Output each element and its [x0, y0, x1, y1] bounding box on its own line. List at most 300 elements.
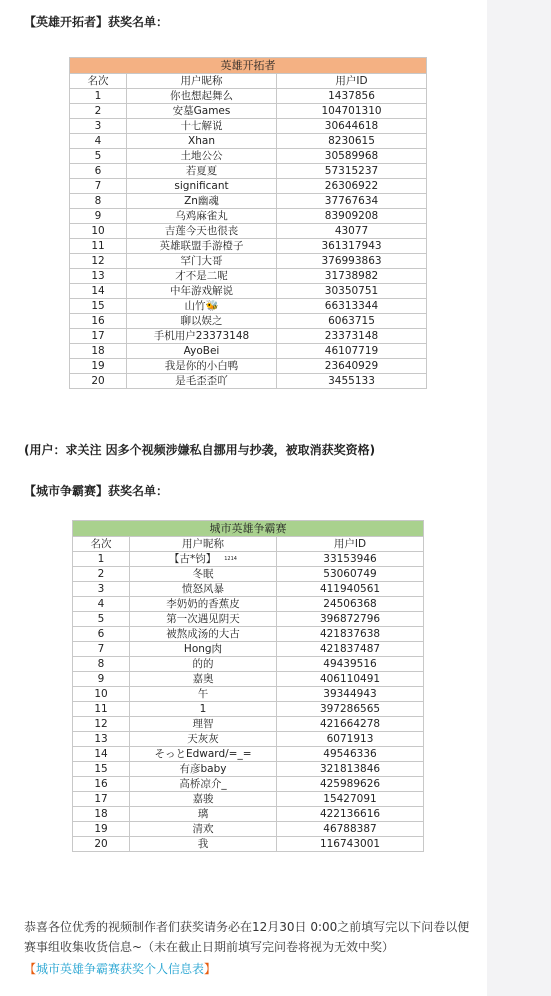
nickname-cell	[130, 762, 277, 777]
nickname-cell	[130, 582, 277, 597]
rank-cell	[70, 134, 127, 149]
user-id-cell	[277, 822, 424, 837]
column-header: 用户昵称	[127, 74, 277, 89]
user-id-cell-text: 116743001	[319, 838, 381, 850]
user-id-cell-text: 422136616	[319, 808, 381, 820]
user-id-cell-text: 83909208	[324, 210, 379, 222]
rank-cell	[70, 359, 127, 374]
rank-cell	[70, 209, 127, 224]
table-row	[73, 627, 424, 642]
nickname-cell	[127, 254, 277, 269]
nickname-cell	[127, 299, 277, 314]
nickname-cell	[127, 164, 277, 179]
user-id-cell	[277, 657, 424, 672]
nickname-cell-text: Xhan	[188, 135, 215, 147]
user-id-cell	[277, 837, 424, 852]
nickname-cell-text: 你也想起舞么	[170, 90, 233, 102]
nickname-cell-text: 是毛歪歪吖	[175, 375, 228, 387]
rank-cell	[70, 224, 127, 239]
user-id-cell	[277, 672, 424, 687]
rank-cell	[70, 164, 127, 179]
user-id-cell-text: 1437856	[328, 90, 375, 102]
pioneer-title-row	[70, 58, 427, 74]
table-row	[73, 612, 424, 627]
nickname-cell-text: 冬眠	[192, 568, 214, 580]
column-header: 用户ID	[277, 74, 427, 89]
nickname-cell-text: 十七解说	[180, 120, 223, 132]
nickname-cell	[130, 687, 277, 702]
table-row	[70, 194, 427, 209]
user-id-cell	[277, 792, 424, 807]
user-id-cell-text: 23373148	[324, 330, 379, 342]
rank-cell-text: 3	[94, 120, 102, 132]
user-id-cell	[277, 164, 427, 179]
rank-cell-text: 5	[94, 150, 102, 162]
rank-cell-text: 9	[94, 210, 102, 222]
user-id-cell	[277, 747, 424, 762]
table-row	[70, 329, 427, 344]
nickname-cell	[127, 359, 277, 374]
user-id-cell	[277, 807, 424, 822]
table-row	[73, 672, 424, 687]
nickname-cell-text: 高桥凉介_	[179, 778, 227, 790]
rank-cell	[70, 104, 127, 119]
rank-cell-text: 7	[97, 643, 105, 655]
table-row	[70, 164, 427, 179]
nickname-cell-text: 午	[197, 688, 209, 700]
table-row	[70, 254, 427, 269]
user-id-cell-text: 421837638	[319, 628, 381, 640]
user-id-cell-text: 53060749	[323, 568, 377, 580]
rank-cell	[73, 567, 130, 582]
user-id-cell	[277, 359, 427, 374]
nickname-cell-text: 被熬成汤的大古	[166, 628, 240, 640]
user-id-cell-text: 33153946	[323, 553, 377, 565]
user-id-cell	[277, 209, 427, 224]
nickname-cell	[127, 239, 277, 254]
rank-cell-text: 16	[91, 315, 105, 327]
rank-cell	[73, 642, 130, 657]
nickname-cell-text: AyoBei	[183, 345, 220, 357]
user-id-cell-text: 66313344	[324, 300, 379, 312]
user-id-cell	[277, 597, 424, 612]
rank-cell-text: 18	[94, 808, 108, 820]
user-id-cell	[277, 552, 424, 567]
user-id-cell-text: 361317943	[321, 240, 382, 252]
rank-cell-text: 14	[94, 748, 108, 760]
table-row	[70, 299, 427, 314]
rank-cell-text: 1	[97, 553, 105, 565]
column-header: 用户昵称	[130, 537, 277, 552]
rank-cell-text: 12	[94, 718, 108, 730]
user-id-cell-text: 15427091	[323, 793, 377, 805]
rank-cell-text: 20	[91, 375, 105, 387]
nickname-cell	[127, 149, 277, 164]
nickname-cell	[127, 344, 277, 359]
rank-cell-text: 19	[94, 823, 108, 835]
nickname-cell-text: 第一次遇见阴天	[166, 613, 240, 625]
user-id-cell-text: 321813846	[319, 763, 381, 775]
user-id-cell-text: 49546336	[323, 748, 377, 760]
nickname-cell-text: 聊以娱之	[180, 315, 223, 327]
rank-cell-text: 17	[94, 793, 108, 805]
user-id-cell	[277, 299, 427, 314]
rank-cell	[70, 239, 127, 254]
nickname-cell	[130, 792, 277, 807]
user-id-cell	[277, 717, 424, 732]
rank-cell	[73, 837, 130, 852]
rank-cell-text: 2	[97, 568, 105, 580]
table-row	[73, 642, 424, 657]
section-heading-city: 【城市争霸赛】获奖名单：	[24, 484, 169, 498]
table-row	[70, 344, 427, 359]
rank-cell	[73, 672, 130, 687]
nickname-cell	[130, 672, 277, 687]
user-id-cell	[277, 179, 427, 194]
nickname-cell-text: 中年游戏解说	[170, 285, 233, 297]
user-id-cell-text: 8230615	[328, 135, 375, 147]
nickname-cell	[130, 807, 277, 822]
nickname-cell	[130, 732, 277, 747]
nickname-cell-text: significant	[174, 180, 229, 192]
rank-cell-text: 6	[94, 165, 102, 177]
user-id-cell	[277, 254, 427, 269]
rank-cell	[73, 777, 130, 792]
table-row	[70, 374, 427, 389]
user-id-cell-text: 396872796	[319, 613, 381, 625]
user-id-cell	[277, 702, 424, 717]
nickname-cell-text: 天灰灰	[187, 733, 219, 745]
rank-cell-text: 9	[97, 673, 105, 685]
user-id-cell-text: 397286565	[319, 703, 381, 715]
rank-cell	[73, 612, 130, 627]
nickname-cell	[130, 837, 277, 852]
rank-cell	[73, 582, 130, 597]
table-row	[73, 702, 424, 717]
rank-cell	[73, 792, 130, 807]
rank-cell-text: 19	[91, 360, 105, 372]
rank-cell	[73, 807, 130, 822]
rank-cell-text: 11	[94, 703, 108, 715]
table-row	[73, 747, 424, 762]
user-id-cell-text: 104701310	[321, 105, 382, 117]
nickname-cell	[130, 597, 277, 612]
user-id-cell-text: 30644618	[324, 120, 379, 132]
rank-cell-text: 13	[91, 270, 105, 282]
nickname-cell	[127, 89, 277, 104]
user-id-cell-text: 43077	[334, 225, 369, 237]
table-row	[73, 777, 424, 792]
table-row	[73, 792, 424, 807]
table-row	[70, 284, 427, 299]
rank-cell	[70, 314, 127, 329]
nickname-cell	[130, 627, 277, 642]
rank-cell	[70, 89, 127, 104]
nickname-cell-text: 我	[197, 838, 209, 850]
nickname-cell	[127, 134, 277, 149]
nickname-cell-text: 李奶奶的香蕉皮	[166, 598, 240, 610]
nickname-cell	[130, 717, 277, 732]
nickname-cell	[127, 284, 277, 299]
survey-link[interactable]	[24, 960, 216, 977]
nickname-cell	[130, 747, 277, 762]
nickname-cell	[130, 642, 277, 657]
user-id-cell	[277, 104, 427, 119]
rank-cell-text: 4	[94, 135, 102, 147]
nickname-cell	[130, 777, 277, 792]
rank-cell	[73, 552, 130, 567]
nickname-cell	[127, 194, 277, 209]
table-row	[73, 717, 424, 732]
rank-cell	[73, 762, 130, 777]
nickname-cell-text: 【古*钧】	[169, 553, 217, 565]
nickname-cell-text: 山竹🐝	[184, 300, 219, 312]
user-id-cell-text: 6071913	[326, 733, 374, 745]
rank-cell-text: 18	[91, 345, 105, 357]
nickname-cell-text: 若夏夏	[185, 165, 218, 177]
nickname-cell-text: 安墓Games	[172, 105, 231, 117]
user-id-cell-text: 24506368	[323, 598, 377, 610]
rank-cell-text: 10	[94, 688, 108, 700]
user-id-cell	[277, 224, 427, 239]
user-id-cell-text: 406110491	[319, 673, 381, 685]
rank-cell-text: 6	[97, 628, 105, 640]
rank-cell	[70, 269, 127, 284]
table-row	[70, 119, 427, 134]
rank-cell-text: 16	[94, 778, 108, 790]
nickname-cell-text: 罕门大哥	[180, 255, 223, 267]
user-id-cell-text: 30350751	[324, 285, 379, 297]
nickname-cell	[130, 822, 277, 837]
rank-cell-text: 12	[91, 255, 105, 267]
table-row	[73, 732, 424, 747]
table-row	[70, 359, 427, 374]
user-id-cell	[277, 314, 427, 329]
table-row	[70, 239, 427, 254]
rank-cell	[70, 194, 127, 209]
nickname-cell	[127, 224, 277, 239]
nickname-cell-text: 才不是二呢	[175, 270, 228, 282]
table-row	[70, 89, 427, 104]
user-id-cell	[277, 119, 427, 134]
nickname-cell-text: 的的	[192, 658, 214, 670]
rank-cell	[73, 702, 130, 717]
nickname-cell	[130, 612, 277, 627]
rank-cell	[73, 822, 130, 837]
user-id-cell	[277, 239, 427, 254]
disqualified-note: (用户：求关注 因多个视频涉嫌私自挪用与抄袭，被取消获奖资格)	[24, 443, 376, 457]
nickname-cell-text: 1	[199, 703, 207, 715]
user-id-cell	[277, 627, 424, 642]
rank-cell	[70, 299, 127, 314]
nickname-cell-text: 有彦baby	[179, 763, 227, 775]
nickname-cell-text: 土地公公	[180, 150, 223, 162]
user-id-cell	[277, 89, 427, 104]
column-header: 名次	[70, 74, 127, 89]
user-id-cell-text: 30589968	[324, 150, 379, 162]
table-row	[70, 104, 427, 119]
link-bracket-close: 】	[204, 962, 217, 976]
nickname-cell-text: 愤怒风暴	[182, 583, 224, 595]
user-id-cell-text: 421664278	[319, 718, 381, 730]
rank-cell	[73, 732, 130, 747]
nickname-cell	[127, 179, 277, 194]
user-id-cell-text: 6063715	[328, 315, 375, 327]
nickname-cell-text: 英雄联盟手游橙子	[159, 240, 244, 252]
rank-cell-text: 13	[94, 733, 108, 745]
nickname-cell-text: そっとEdward/=_=	[154, 748, 252, 760]
table-row	[73, 807, 424, 822]
rank-cell	[73, 627, 130, 642]
nickname-cell-text: 乌鸡麻雀丸	[175, 210, 228, 222]
rank-cell-text: 3	[97, 583, 105, 595]
user-id-cell	[277, 284, 427, 299]
nickname-cell	[127, 104, 277, 119]
table-row	[70, 314, 427, 329]
rank-cell-text: 8	[97, 658, 105, 670]
rank-cell-text: 14	[91, 285, 105, 297]
city-table-title: 城市英雄争霸赛	[73, 521, 424, 537]
nickname-cell	[127, 209, 277, 224]
rank-cell	[70, 374, 127, 389]
table-row	[73, 597, 424, 612]
table-row	[73, 582, 424, 597]
table-row	[73, 552, 424, 567]
nickname-cell-text: 嘉奥	[192, 673, 214, 685]
rank-cell	[70, 254, 127, 269]
user-id-cell-text: 425989626	[319, 778, 381, 790]
section-heading-pioneer: 【英雄开拓者】获奖名单：	[24, 15, 169, 29]
city-title-row	[73, 521, 424, 537]
nickname-cell	[127, 329, 277, 344]
nickname-cell-text: 清欢	[192, 823, 214, 835]
column-header: 用户ID	[277, 537, 424, 552]
nickname-cell-text: 吉莲今天也很丧	[164, 225, 239, 237]
nickname-cell	[127, 269, 277, 284]
footer-instructions: 恭喜各位优秀的视频制作者们获奖请务必在12月30日 0:00之前填写完以下问卷以便赛事组收集收货信息~（未在截止日期前填写完问卷将视为无效中奖）	[24, 920, 470, 954]
nickname-cell-text: Zn幽魂	[184, 195, 219, 207]
user-id-cell	[277, 329, 427, 344]
rank-cell	[70, 179, 127, 194]
rank-cell-text: 11	[91, 240, 105, 252]
pioneer-winners-table	[69, 57, 427, 389]
nickname-cell-text: Hong肉	[183, 643, 223, 655]
user-id-cell-text: 37767634	[324, 195, 379, 207]
table-row	[73, 657, 424, 672]
rank-cell	[70, 119, 127, 134]
user-id-cell-text: 26306922	[324, 180, 379, 192]
user-id-cell-text: 411940561	[319, 583, 381, 595]
column-header: 名次	[73, 537, 130, 552]
rank-cell	[70, 149, 127, 164]
nickname-cell	[130, 702, 277, 717]
user-id-cell-text: 31738982	[324, 270, 379, 282]
rank-cell-text: 10	[91, 225, 105, 237]
user-id-cell	[277, 374, 427, 389]
nickname-cell-text: 璃	[197, 808, 209, 820]
table-row	[70, 179, 427, 194]
rank-cell-text: 17	[91, 330, 105, 342]
table-row	[70, 134, 427, 149]
table-row	[70, 149, 427, 164]
nickname-cell-text: 理智	[192, 718, 214, 730]
table-row	[73, 567, 424, 582]
rank-cell	[70, 284, 127, 299]
pioneer-table-title: 英雄开拓者	[70, 58, 427, 74]
user-id-cell-text: 421837487	[319, 643, 381, 655]
user-id-cell	[277, 134, 427, 149]
user-id-cell	[277, 612, 424, 627]
city-header-row	[73, 537, 424, 552]
user-id-cell-text: 3455133	[328, 375, 375, 387]
user-id-cell	[277, 344, 427, 359]
survey-link-text[interactable]: 城市英雄争霸赛获奖个人信息表	[36, 962, 205, 976]
nickname-cell	[127, 314, 277, 329]
rank-cell-text: 15	[91, 300, 105, 312]
nickname-cell	[130, 567, 277, 582]
rank-cell	[70, 344, 127, 359]
table-row	[73, 837, 424, 852]
user-id-cell	[277, 582, 424, 597]
nickname-cell	[127, 374, 277, 389]
rank-cell	[73, 597, 130, 612]
table-row	[73, 687, 424, 702]
user-id-cell-text: 23640929	[324, 360, 379, 372]
user-id-cell-text: 376993863	[321, 255, 382, 267]
rank-cell	[73, 747, 130, 762]
user-id-cell	[277, 567, 424, 582]
rank-cell-text: 1	[94, 90, 102, 102]
user-id-cell-text: 57315237	[324, 165, 379, 177]
rank-cell-text: 15	[94, 763, 108, 775]
city-winners-table	[72, 520, 424, 852]
table-row	[70, 209, 427, 224]
rank-cell-text: 5	[97, 613, 105, 625]
nickname-cell	[130, 657, 277, 672]
nickname-superscript: 1214	[224, 556, 237, 562]
nickname-cell	[127, 119, 277, 134]
table-row	[70, 269, 427, 284]
user-id-cell	[277, 777, 424, 792]
user-id-cell-text: 39344943	[323, 688, 377, 700]
user-id-cell	[277, 194, 427, 209]
user-id-cell	[277, 149, 427, 164]
user-id-cell-text: 49439516	[323, 658, 377, 670]
table-row	[70, 224, 427, 239]
table-row	[73, 762, 424, 777]
nickname-cell-text: 我是你的小白鸭	[164, 360, 239, 372]
rank-cell	[73, 687, 130, 702]
rank-cell-text: 8	[94, 195, 102, 207]
nickname-cell-text: 嘉骏	[192, 793, 214, 805]
nickname-cell-text: 手机用户23373148	[153, 330, 250, 342]
user-id-cell	[277, 642, 424, 657]
nickname-cell	[130, 552, 277, 567]
rank-cell-text: 20	[94, 838, 108, 850]
user-id-cell	[277, 269, 427, 284]
rank-cell-text: 4	[97, 598, 105, 610]
user-id-cell-text: 46788387	[323, 823, 377, 835]
rank-cell-text: 7	[94, 180, 102, 192]
table-row	[73, 822, 424, 837]
rank-cell	[73, 657, 130, 672]
user-id-cell-text: 46107719	[324, 345, 379, 357]
user-id-cell	[277, 687, 424, 702]
link-bracket-open: 【	[24, 962, 37, 976]
rank-cell-text: 2	[94, 105, 102, 117]
rank-cell	[73, 717, 130, 732]
user-id-cell	[277, 732, 424, 747]
